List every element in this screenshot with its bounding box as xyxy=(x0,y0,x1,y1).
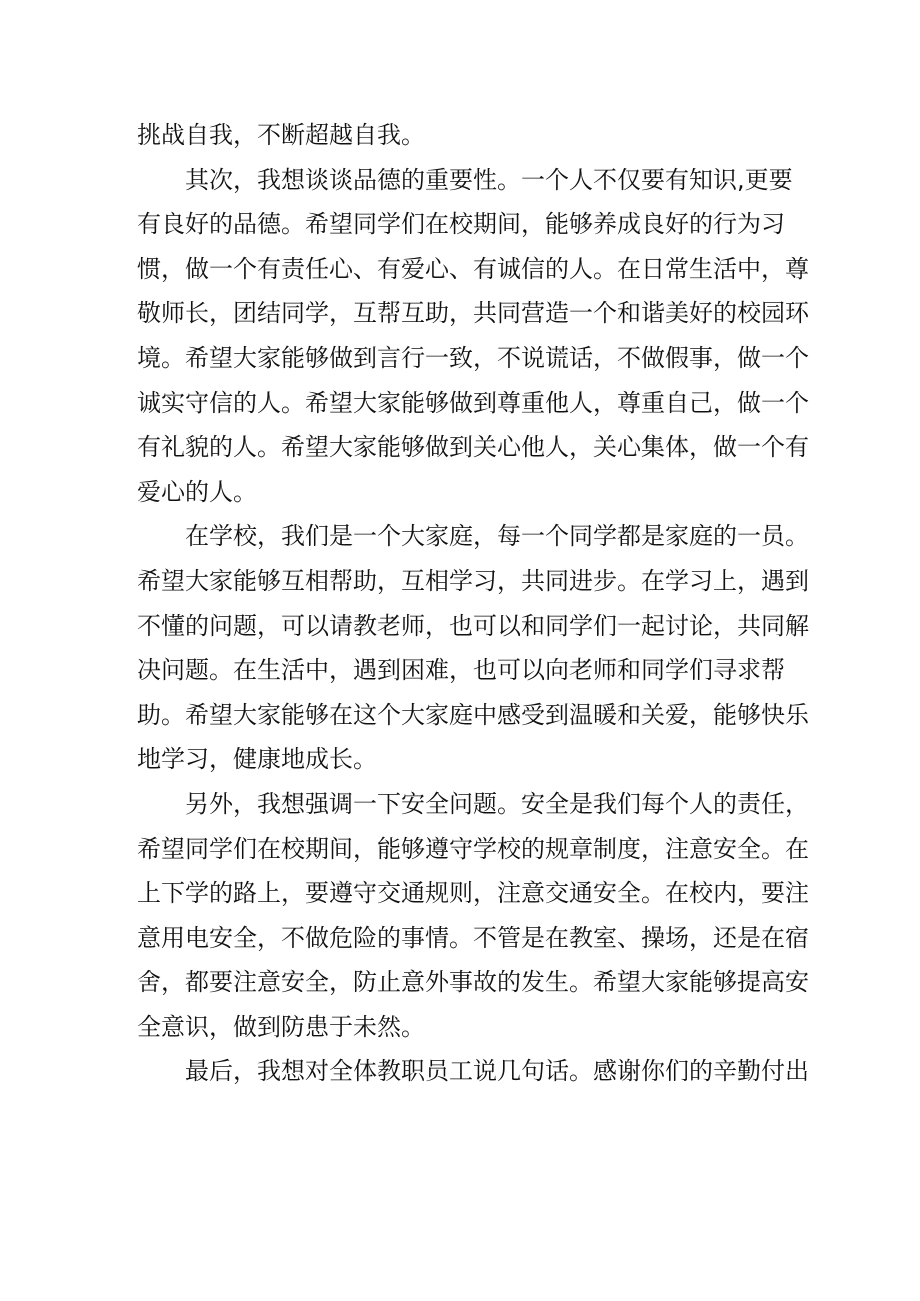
paragraph-first-line: 在学校，我们是一个大家庭，每一个同学都是家庭的一员。 xyxy=(185,522,809,551)
text-line: 爱心的人。 xyxy=(137,477,257,506)
text-line: 意用电安全，不做危险的事情。不管是在教室、操场，还是在宿 xyxy=(137,923,809,952)
text-line: 有良好的品德。希望同学们在校期间，能够养成良好的行为习 xyxy=(137,210,785,239)
text-line: 希望大家能够互相帮助，互相学习，共同进步。在学习上，遇到 xyxy=(137,566,809,595)
text-line: 助。希望大家能够在这个大家庭中感受到温暖和关爱，能够快乐 xyxy=(137,700,809,729)
text-line: 决问题。在生活中，遇到困难，也可以向老师和同学们寻求帮 xyxy=(137,656,785,685)
text-line: 舍，都要注意安全，防止意外事故的发生。希望大家能够提高安 xyxy=(137,968,809,997)
paragraph-first-line: 其次，我想谈谈品德的重要性。一个人不仅要有知识,更要 xyxy=(185,165,793,194)
text-line: 敬师长，团结同学，互帮互助，共同营造一个和谐美好的校园环 xyxy=(137,299,809,328)
paragraph-first-line: 最后，我想对全体教职员工说几句话。感谢你们的辛勤付出 xyxy=(185,1057,809,1086)
document-body xyxy=(137,113,809,1094)
paragraph-first-line: 另外，我想强调一下安全问题。安全是我们每个人的责任， xyxy=(185,789,809,818)
text-line: 惯，做一个有责任心、有爱心、有诚信的人。在日常生活中，尊 xyxy=(137,254,809,283)
text-line: 上下学的路上，要遵守交通规则，注意交通安全。在校内，要注 xyxy=(137,879,809,908)
text-line: 诚实守信的人。希望大家能够做到尊重他人，尊重自己，做一个 xyxy=(137,388,809,417)
text-line: 挑战自我，不断超越自我。 xyxy=(137,121,425,149)
text-line: 希望同学们在校期间，能够遵守学校的规章制度，注意安全。在 xyxy=(137,834,809,863)
text-line: 不懂的问题，可以请教老师，也可以和同学们一起讨论，共同解 xyxy=(137,611,809,640)
text-line: 全意识，做到防患于未然。 xyxy=(137,1012,425,1041)
text-line: 境。希望大家能够做到言行一致，不说谎话，不做假事，做一个 xyxy=(137,343,809,372)
text-line: 地学习，健康地成长。 xyxy=(137,745,377,774)
text-line: 有礼貌的人。希望大家能够做到关心他人，关心集体，做一个有 xyxy=(137,433,809,462)
